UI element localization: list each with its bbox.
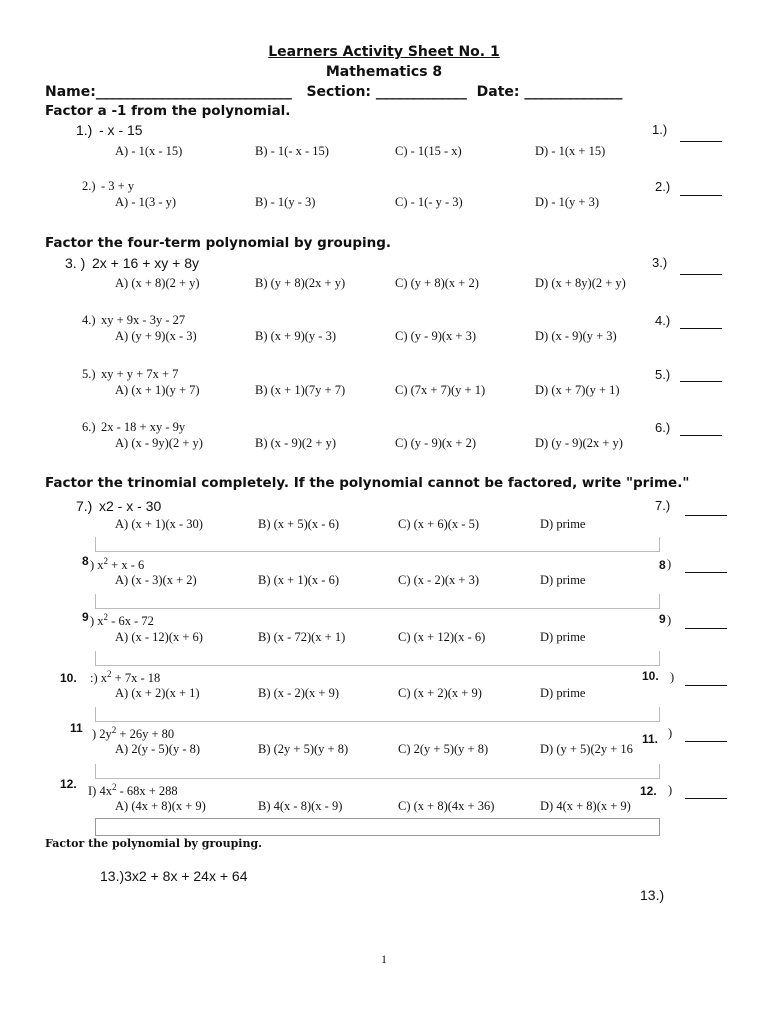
question-number: 3. ) [65, 255, 86, 271]
answer-label: 2.) [655, 179, 671, 194]
option-d: D) (x + 7)(y + 1) [535, 383, 620, 397]
work-box [95, 537, 660, 552]
option-c: C) (x + 2)(x + 9) [398, 686, 482, 700]
answer-label-suffix: ) [668, 783, 673, 797]
question-expression: ) $x^2 - 6x - 72$ [90, 612, 154, 629]
option-c: C) - 1(15 - x) [395, 144, 462, 158]
question-number: 9 [82, 610, 89, 624]
question-expression: ) $x^2 + x - 6$ [90, 556, 145, 573]
option-d: D) prime [540, 686, 586, 700]
answer-blank[interactable] [680, 195, 722, 196]
option-a: A) (x - 12)(x + 6) [115, 630, 203, 644]
answer-blank[interactable] [685, 741, 727, 742]
page-number: 1 [381, 952, 387, 966]
option-a: A) (x + 8)(2 + y) [115, 276, 200, 290]
answer-label: 5.) [655, 367, 671, 382]
part3-heading: Factor the trinomial completely. If the polynomial cannot be factored, write "prime." [45, 475, 690, 491]
question-number: 6.) [82, 420, 96, 434]
option-a: A) - 1(3 - y) [115, 195, 177, 209]
question-expression: 2x - 18 + xy - 9y [101, 420, 186, 434]
option-d: D) prime [540, 517, 586, 531]
answer-label: 7.) [655, 498, 671, 513]
option-c: C) (x + 12)(x - 6) [398, 630, 486, 644]
answer-blank[interactable] [685, 628, 727, 629]
question-expression: x2 - x - 30 [99, 498, 162, 514]
answer-label-suffix: ) [670, 670, 675, 684]
option-a: A) - 1(x - 15) [115, 144, 183, 158]
question-number: 4.) [82, 313, 96, 327]
question-expression: :) $x^2 + 7x - 18$ [90, 669, 161, 686]
option-d: D) (x - 9)(y + 3) [535, 329, 617, 343]
option-b: B) (2y + 5)(y + 8) [258, 742, 349, 756]
option-d: D) - 1(y + 3) [535, 195, 599, 209]
question-number: 8 [82, 554, 89, 568]
option-a: A) (x + 2)(x + 1) [115, 686, 200, 700]
answer-blank[interactable] [685, 685, 727, 686]
answer-label: 6.) [655, 420, 671, 435]
option-d: D) (y - 9)(2x + y) [535, 436, 623, 450]
work-box [95, 707, 660, 722]
option-a: A) 2(y - 5)(y - 8) [115, 742, 201, 756]
option-c: C) (x - 2)(x + 3) [398, 573, 479, 587]
option-c: C) (y - 9)(x + 3) [395, 329, 476, 343]
answer-blank[interactable] [680, 141, 722, 142]
option-b: B) 4(x - 8)(x - 9) [258, 799, 343, 813]
answer-blank[interactable] [680, 381, 722, 382]
work-box [95, 764, 660, 779]
option-d: D) (y + 5)(2y + 16 [540, 742, 633, 756]
answer-label-number: 12. [640, 784, 657, 798]
question-number: 10. [60, 671, 77, 685]
work-box [95, 818, 660, 836]
option-b: B) (x - 2)(x + 9) [258, 686, 339, 700]
option-b: B) (x + 1)(x - 6) [258, 573, 339, 587]
question-expression: xy + y + 7x + 7 [101, 367, 179, 381]
option-b: B) (x + 5)(x - 6) [258, 517, 339, 531]
option-b: B) (x - 72)(x + 1) [258, 630, 346, 644]
name-section-date-line: Name:____________________________ Section: _____________ Date: ______________ [45, 84, 623, 100]
option-a: A) (y + 9)(x - 3) [115, 329, 197, 343]
option-a: A) (x - 3)(x + 2) [115, 573, 197, 587]
answer-blank[interactable] [680, 328, 722, 329]
part4-heading: Factor the polynomial by grouping. [45, 837, 262, 850]
option-b: B) - 1(y - 3) [255, 195, 316, 209]
option-b: B) - 1(- x - 15) [255, 144, 329, 158]
answer-label-number: 9 [659, 612, 666, 626]
question-expression: 13.)3x2 + 8x + 24x + 64 [100, 868, 248, 884]
question-expression: ) $2y^2 + 26y + 80$ [92, 725, 175, 742]
answer-blank[interactable] [680, 435, 722, 436]
answer-label-suffix: ) [668, 726, 673, 740]
option-d: D) - 1(x + 15) [535, 144, 606, 158]
option-c: C) (y + 8)(x + 2) [395, 276, 479, 290]
question-number: 5.) [82, 367, 96, 381]
answer-label: 1.) [652, 122, 668, 137]
option-d: D) prime [540, 573, 586, 587]
question-expression: I) $4x^2 - 68x + 288$ [88, 782, 178, 799]
question-number: 1.) [76, 122, 93, 138]
part1-heading: Factor a -1 from the polynomial. [45, 103, 291, 119]
work-box [95, 594, 660, 609]
question-number: 2.) [82, 179, 96, 193]
option-c: C) - 1(- y - 3) [395, 195, 463, 209]
option-b: B) (x + 1)(7y + 7) [255, 383, 346, 397]
answer-label-number: 10. [642, 669, 659, 683]
option-b: B) (x + 9)(y - 3) [255, 329, 336, 343]
option-c: C) (x + 8)(4x + 36) [398, 799, 495, 813]
answer-label: 4.) [655, 313, 671, 328]
option-d: D) (x + 8y)(2 + y) [535, 276, 626, 290]
question-expression: xy + 9x - 3y - 27 [101, 313, 186, 327]
sheet-title: Learners Activity Sheet No. 1 [268, 44, 500, 60]
question-expression: - 3 + y [101, 179, 135, 193]
answer-label: 3.) [652, 255, 668, 270]
answer-label-number: 11. [642, 732, 659, 746]
answer-label-number: 8 [659, 558, 666, 572]
question-expression: 2x + 16 + xy + 8y [92, 255, 200, 271]
option-a: A) (4x + 8)(x + 9) [115, 799, 206, 813]
option-d: D) 4(x + 8)(x + 9) [540, 799, 631, 813]
answer-label-suffix: ) [667, 557, 672, 571]
part2-heading: Factor the four-term polynomial by grouping. [45, 235, 392, 251]
question-number: 12. [60, 777, 77, 791]
answer-blank[interactable] [680, 274, 722, 275]
option-c: C) (7x + 7)(y + 1) [395, 383, 486, 397]
subject-title: Mathematics 8 [325, 64, 443, 80]
option-c: C) (y - 9)(x + 2) [395, 436, 476, 450]
answer-label: 13.) [640, 887, 665, 903]
answer-blank[interactable] [685, 515, 727, 516]
option-d: D) prime [540, 630, 586, 644]
option-c: C) 2(y + 5)(y + 8) [398, 742, 489, 756]
answer-blank[interactable] [685, 572, 727, 573]
option-a: A) (x + 1)(y + 7) [115, 383, 200, 397]
answer-label-suffix: ) [667, 613, 672, 627]
work-box [95, 651, 660, 666]
option-b: B) (x - 9)(2 + y) [255, 436, 336, 450]
question-number: 7.) [76, 498, 93, 514]
question-number: 11 [70, 721, 83, 735]
option-b: B) (y + 8)(2x + y) [255, 276, 346, 290]
option-a: A) (x - 9y)(2 + y) [115, 436, 203, 450]
question-expression: - x - 15 [99, 122, 143, 138]
option-a: A) (x + 1)(x - 30) [115, 517, 203, 531]
option-c: C) (x + 6)(x - 5) [398, 517, 479, 531]
answer-blank[interactable] [685, 798, 727, 799]
